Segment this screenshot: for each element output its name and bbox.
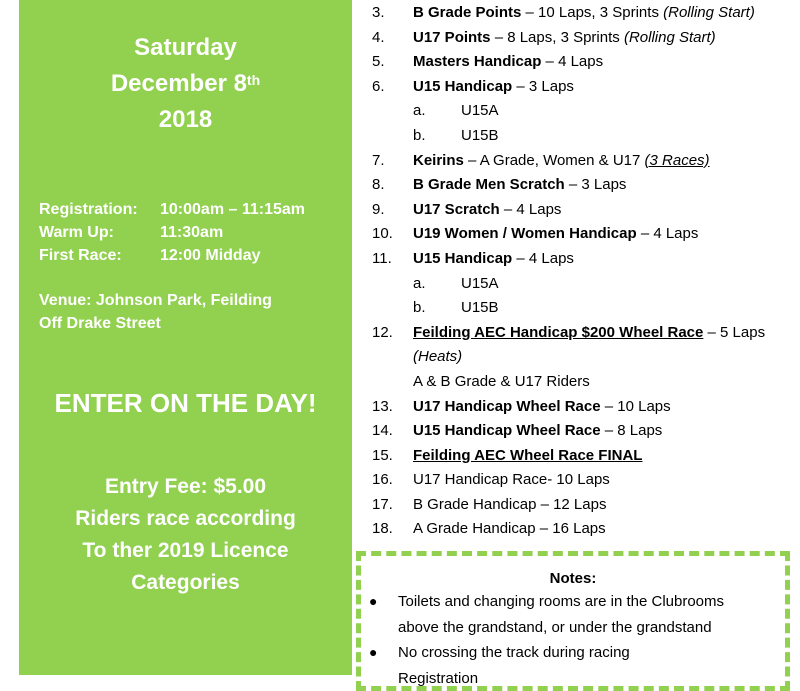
race-item [372, 247, 792, 272]
race-detail: – 4 Laps [541, 53, 604, 71]
race-item [372, 517, 792, 542]
race-item [372, 173, 792, 198]
race-number: 13. [372, 397, 393, 415]
race-item [372, 149, 792, 174]
race-number: 5. [372, 53, 385, 71]
sub-name: U15B [461, 126, 499, 144]
race-detail: – 8 Laps, 3 Sprints [490, 28, 624, 46]
enter-on-the-day-heading: ENTER ON THE DAY! [54, 388, 317, 418]
venue-line: Off Drake Street [39, 315, 161, 332]
race-item [372, 75, 792, 100]
race-text: B Grade Handicap – 12 Laps [413, 495, 607, 513]
race-number: 12. [372, 323, 393, 341]
time-row-warmup [39, 221, 305, 244]
race-item [372, 395, 792, 420]
bullet-icon: ● [369, 593, 378, 609]
race-number: 4. [372, 28, 385, 46]
sub-letter: a. [413, 274, 426, 292]
race-detail: – 10 Laps [600, 397, 671, 415]
race-number: 6. [372, 77, 385, 95]
race-item [372, 198, 792, 223]
time-row-first-race [39, 244, 305, 267]
event-day: Saturday [134, 34, 237, 61]
race-item [372, 1, 792, 26]
race-number: 8. [372, 176, 385, 194]
note-item [369, 589, 785, 640]
race-detail: – 3 Laps [564, 176, 627, 194]
sub-name: U15A [461, 102, 499, 120]
day-suffix: th [246, 72, 261, 88]
race-number: 11. [372, 249, 392, 267]
note-text: No crossing the track during racing [398, 644, 630, 661]
race-title: U15 Handicap [413, 249, 513, 267]
race-subitem [372, 99, 792, 124]
time-value: 10:00am – 11:15am [160, 201, 305, 218]
race-item [372, 222, 792, 247]
race-continuation: (Heats) [413, 348, 463, 366]
race-title: B Grade Points [413, 4, 522, 21]
note-item [369, 640, 785, 666]
race-number: 10. [372, 225, 393, 243]
race-note: (Rolling Start) [623, 28, 716, 46]
fee-line: Riders race according [75, 507, 296, 530]
race-item [372, 444, 792, 469]
event-year: 2018 [158, 106, 213, 133]
race-title: U19 Women / Women Handicap [413, 225, 637, 243]
race-detail: – 10 Laps, 3 Sprints [521, 4, 664, 21]
time-value: 12:00 Midday [160, 247, 261, 264]
race-item [372, 321, 792, 346]
race-number: 9. [372, 200, 385, 218]
race-title: Masters Handicap [413, 53, 542, 71]
race-subitem [372, 296, 792, 321]
sub-name: U15B [461, 299, 499, 317]
race-number: 18. [372, 520, 393, 538]
month-day-text: December 8 [110, 70, 247, 97]
time-label: First Race: [39, 247, 122, 264]
race-detail: – 3 Laps [512, 77, 574, 95]
time-row-registration [39, 198, 305, 221]
race-item [372, 26, 792, 51]
venue [39, 289, 272, 335]
event-date [19, 30, 352, 138]
race-number: 17. [372, 495, 393, 513]
race-detail: – 4 Laps [636, 225, 699, 243]
notes-box [356, 551, 790, 691]
race-note: (3 Races) [644, 151, 710, 169]
fee-line: To ther 2019 Licence [82, 539, 289, 562]
race-title: U17 Scratch [413, 200, 500, 218]
race-detail: – A Grade, Women & U17 [463, 151, 645, 169]
bullet-icon: ● [369, 644, 378, 660]
race-item [372, 50, 792, 75]
race-title: Feilding AEC Wheel Race FINAL [413, 446, 643, 464]
sub-letter: b. [413, 126, 426, 144]
race-item [372, 468, 792, 493]
race-title: U17 Handicap Wheel Race [413, 397, 601, 415]
sub-name: U15A [461, 274, 499, 292]
event-info-panel [19, 0, 352, 675]
race-detail: – 4 Laps [499, 200, 562, 218]
sub-letter: a. [413, 102, 426, 120]
race-schedule [372, 1, 792, 542]
race-number: 7. [372, 151, 385, 169]
race-item [372, 493, 792, 518]
race-text: U17 Handicap Race- 10 Laps [413, 471, 610, 489]
race-title: U15 Handicap [413, 77, 513, 95]
race-number: 14. [372, 422, 393, 440]
race-title: Feilding AEC Handicap $200 Wheel Race [413, 323, 704, 341]
race-subitem [372, 124, 792, 149]
race-subitem [372, 272, 792, 297]
time-label: Warm Up: [39, 224, 114, 241]
note-text: above the grandstand, or under the grandstand [398, 618, 712, 636]
event-times [39, 198, 305, 267]
event-month-day [19, 66, 352, 102]
notes-list [361, 589, 785, 687]
race-number: 15. [372, 446, 393, 464]
race-title: U17 Points [413, 28, 491, 46]
venue-line: Venue: Johnson Park, Feilding [39, 292, 272, 309]
race-number: 3. [372, 4, 385, 21]
fee-line: Categories [131, 571, 240, 594]
fee-line: Entry Fee: $5.00 [104, 475, 267, 498]
time-label: Registration: [39, 201, 138, 218]
entry-fee-block [19, 471, 352, 599]
note-item-clipped [369, 666, 785, 687]
race-continuation: A & B Grade & U17 Riders [413, 372, 590, 390]
note-text: Toilets and changing rooms are in the Clubrooms [398, 593, 725, 610]
race-title: Keirins [413, 151, 464, 169]
race-title: B Grade Men Scratch [413, 176, 565, 194]
note-text: Registration [398, 669, 479, 687]
race-detail: – 4 Laps [512, 249, 574, 267]
race-number: 16. [372, 471, 393, 489]
sub-letter: b. [413, 299, 426, 317]
race-text: A Grade Handicap – 16 Laps [413, 520, 606, 538]
race-detail: – 8 Laps [600, 422, 663, 440]
time-value: 11:30am [160, 224, 224, 241]
bullet-icon [369, 666, 398, 675]
race-item [372, 419, 792, 444]
race-note: (Rolling Start) [663, 4, 755, 21]
race-detail: – 5 Laps [703, 323, 766, 341]
notes-title: Notes: [549, 570, 597, 587]
race-title: U15 Handicap Wheel Race [413, 422, 601, 440]
